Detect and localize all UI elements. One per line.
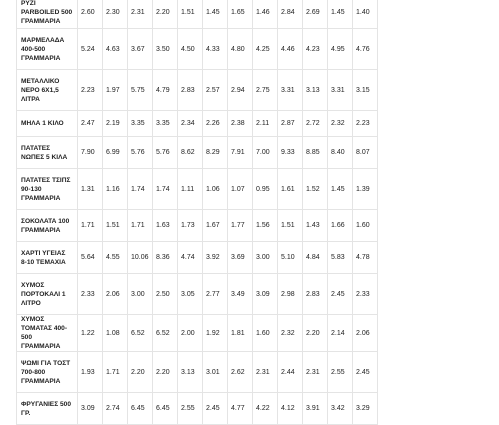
product-name-cell: ΜΑΡΜΕΛΑΔΑ 400-500 ΓΡΑΜΜΑΡΙΑ [17, 29, 78, 70]
price-cell: 1.56 [253, 210, 278, 242]
price-cell: 1.60 [353, 210, 378, 242]
price-cell: 2.77 [203, 274, 228, 315]
price-cell: 1.66 [328, 210, 353, 242]
price-cell: 3.35 [128, 111, 153, 137]
price-cell: 7.00 [253, 137, 278, 169]
table-row [17, 137, 378, 169]
price-cell: 2.14 [328, 315, 353, 352]
table-row [17, 29, 378, 70]
price-cell: 2.84 [278, 0, 303, 29]
price-cell: 3.13 [303, 70, 328, 111]
price-cell: 8.62 [178, 137, 203, 169]
price-cell: 6.52 [153, 315, 178, 352]
price-cell: 2.31 [253, 352, 278, 393]
price-cell: 2.55 [178, 393, 203, 425]
price-cell: 1.06 [203, 169, 228, 210]
price-cell: 1.71 [128, 210, 153, 242]
price-cell: 4.79 [153, 70, 178, 111]
price-cell: 1.61 [278, 169, 303, 210]
price-cell: 1.67 [203, 210, 228, 242]
price-cell: 5.10 [278, 242, 303, 274]
price-cell: 3.35 [153, 111, 178, 137]
price-cell: 3.69 [228, 242, 253, 274]
price-cell: 4.46 [278, 29, 303, 70]
price-cell: 3.15 [353, 70, 378, 111]
price-cell: 1.31 [78, 169, 103, 210]
price-cell: 4.25 [253, 29, 278, 70]
price-cell: 1.74 [128, 169, 153, 210]
price-cell: 2.45 [353, 352, 378, 393]
price-cell: 1.74 [153, 169, 178, 210]
price-cell: 3.91 [303, 393, 328, 425]
price-cell: 1.11 [178, 169, 203, 210]
price-cell: 1.16 [103, 169, 128, 210]
price-cell: 5.64 [78, 242, 103, 274]
table-row [17, 274, 378, 315]
price-cell: 1.60 [253, 315, 278, 352]
price-cell: 1.08 [103, 315, 128, 352]
price-cell: 2.69 [303, 0, 328, 29]
table-row [17, 111, 378, 137]
price-cell: 2.74 [103, 393, 128, 425]
table-row [17, 0, 378, 29]
price-cell: 3.09 [78, 393, 103, 425]
price-cell: 2.87 [278, 111, 303, 137]
price-cell: 5.76 [128, 137, 153, 169]
price-cell: 4.55 [103, 242, 128, 274]
price-cell: 1.92 [203, 315, 228, 352]
product-name-cell: ΧΥΜΟΣ ΠΟΡΤΟΚΑΛΙ 1 ΛΙΤΡΟ [17, 274, 78, 315]
price-cell: 3.31 [278, 70, 303, 111]
price-cell: 8.07 [353, 137, 378, 169]
price-cell: 2.23 [353, 111, 378, 137]
price-cell: 2.33 [78, 274, 103, 315]
price-cell: 2.23 [78, 70, 103, 111]
price-cell: 4.33 [203, 29, 228, 70]
price-cell: 2.83 [303, 274, 328, 315]
price-cell: 9.33 [278, 137, 303, 169]
price-cell: 3.13 [178, 352, 203, 393]
price-cell: 1.63 [153, 210, 178, 242]
price-cell: 1.73 [178, 210, 203, 242]
price-cell: 8.36 [153, 242, 178, 274]
price-cell: 1.07 [228, 169, 253, 210]
price-table-body [17, 0, 378, 425]
price-cell: 3.09 [253, 274, 278, 315]
price-cell: 1.97 [103, 70, 128, 111]
price-cell: 2.47 [78, 111, 103, 137]
price-cell: 4.22 [253, 393, 278, 425]
product-name-cell: ΜΗΛΑ 1 ΚΙΛΟ [17, 111, 78, 137]
price-cell: 4.95 [328, 29, 353, 70]
price-cell: 7.91 [228, 137, 253, 169]
price-cell: 3.01 [203, 352, 228, 393]
price-cell: 2.00 [178, 315, 203, 352]
price-cell: 0.95 [253, 169, 278, 210]
table-row [17, 242, 378, 274]
price-cell: 4.77 [228, 393, 253, 425]
price-cell: 1.45 [328, 169, 353, 210]
price-table [16, 0, 378, 425]
table-row [17, 70, 378, 111]
price-cell: 6.99 [103, 137, 128, 169]
price-cell: 2.94 [228, 70, 253, 111]
price-cell: 6.45 [153, 393, 178, 425]
price-cell: 2.06 [103, 274, 128, 315]
price-cell: 1.52 [303, 169, 328, 210]
price-cell: 2.20 [128, 352, 153, 393]
price-cell: 1.39 [353, 169, 378, 210]
price-cell: 2.31 [303, 352, 328, 393]
price-cell: 1.51 [178, 0, 203, 29]
price-cell: 2.62 [228, 352, 253, 393]
price-cell: 2.26 [203, 111, 228, 137]
price-cell: 4.84 [303, 242, 328, 274]
price-cell: 2.98 [278, 274, 303, 315]
price-cell: 3.00 [128, 274, 153, 315]
product-name-cell: ΧΑΡΤΙ ΥΓΕΙΑΣ 8-10 ΤΕΜΑΧΙΑ [17, 242, 78, 274]
price-cell: 1.51 [278, 210, 303, 242]
price-cell: 3.05 [178, 274, 203, 315]
price-cell: 2.32 [328, 111, 353, 137]
price-cell: 4.76 [353, 29, 378, 70]
product-name-cell: ΠΑΤΑΤΕΣ ΤΣΙΠΣ 90-130 ΓΡΑΜΜΑΡΙΑ [17, 169, 78, 210]
price-cell: 2.44 [278, 352, 303, 393]
price-cell: 6.45 [128, 393, 153, 425]
price-cell: 1.46 [253, 0, 278, 29]
table-row [17, 315, 378, 352]
price-cell: 2.45 [328, 274, 353, 315]
price-cell: 3.00 [253, 242, 278, 274]
price-cell: 5.76 [153, 137, 178, 169]
product-name-cell: ΧΥΜΟΣ ΤΟΜΑΤΑΣ 400-500 ΓΡΑΜΜΑΡΙΑ [17, 315, 78, 352]
price-cell: 2.75 [253, 70, 278, 111]
price-cell: 2.60 [78, 0, 103, 29]
table-row [17, 393, 378, 425]
price-cell: 3.29 [353, 393, 378, 425]
product-name-cell: ΠΑΤΑΤΕΣ ΝΩΠΕΣ 5 ΚΙΛΑ [17, 137, 78, 169]
product-name-cell: ΦΡΥΓΑΝΙΕΣ 500 ΓΡ. [17, 393, 78, 425]
price-cell: 4.12 [278, 393, 303, 425]
price-cell: 3.49 [228, 274, 253, 315]
price-cell: 5.24 [78, 29, 103, 70]
price-cell: 2.57 [203, 70, 228, 111]
price-cell: 2.45 [203, 393, 228, 425]
price-cell: 4.74 [178, 242, 203, 274]
price-cell: 3.31 [328, 70, 353, 111]
table-row [17, 169, 378, 210]
price-cell: 7.90 [78, 137, 103, 169]
price-cell: 2.06 [353, 315, 378, 352]
price-cell: 2.34 [178, 111, 203, 137]
price-cell: 1.43 [303, 210, 328, 242]
price-cell: 2.19 [103, 111, 128, 137]
price-cell: 2.20 [303, 315, 328, 352]
price-cell: 2.72 [303, 111, 328, 137]
price-cell: 2.55 [328, 352, 353, 393]
price-cell: 2.30 [103, 0, 128, 29]
price-cell: 1.93 [78, 352, 103, 393]
product-name-cell: ΡΥΖΙ PARBOILED 500 ΓΡΑΜΜΑΡΙΑ [17, 0, 78, 29]
price-cell: 1.51 [103, 210, 128, 242]
product-name-cell: ΜΕΤΑΛΛΙΚΟ ΝΕΡΟ 6Χ1,5 ΛΙΤΡΑ [17, 70, 78, 111]
price-cell: 10.06 [128, 242, 153, 274]
price-cell: 1.81 [228, 315, 253, 352]
price-cell: 2.32 [278, 315, 303, 352]
price-cell: 4.50 [178, 29, 203, 70]
product-name-cell: ΣΟΚΟΛΑΤΑ 100 ΓΡΑΜΜΑΡΙΑ [17, 210, 78, 242]
table-row [17, 210, 378, 242]
price-cell: 2.20 [153, 0, 178, 29]
price-cell: 5.75 [128, 70, 153, 111]
price-cell: 5.83 [328, 242, 353, 274]
table-row [17, 352, 378, 393]
price-cell: 2.50 [153, 274, 178, 315]
price-cell: 2.38 [228, 111, 253, 137]
price-cell: 2.11 [253, 111, 278, 137]
price-cell: 4.80 [228, 29, 253, 70]
price-cell: 1.71 [78, 210, 103, 242]
price-cell: 3.67 [128, 29, 153, 70]
price-cell: 1.77 [228, 210, 253, 242]
price-cell: 2.33 [353, 274, 378, 315]
price-cell: 1.45 [328, 0, 353, 29]
price-cell: 3.42 [328, 393, 353, 425]
price-cell: 2.31 [128, 0, 153, 29]
price-cell: 1.22 [78, 315, 103, 352]
price-cell: 8.40 [328, 137, 353, 169]
price-cell: 8.85 [303, 137, 328, 169]
price-cell: 4.23 [303, 29, 328, 70]
price-cell: 4.63 [103, 29, 128, 70]
price-cell: 3.92 [203, 242, 228, 274]
price-cell: 6.52 [128, 315, 153, 352]
price-cell: 1.40 [353, 0, 378, 29]
price-cell: 2.20 [153, 352, 178, 393]
price-cell: 2.83 [178, 70, 203, 111]
price-cell: 4.78 [353, 242, 378, 274]
price-cell: 3.50 [153, 29, 178, 70]
price-cell: 8.29 [203, 137, 228, 169]
price-cell: 1.45 [203, 0, 228, 29]
price-cell: 1.65 [228, 0, 253, 29]
price-cell: 1.71 [103, 352, 128, 393]
product-name-cell: ΨΩΜΙ ΓΙΑ ΤΟΣΤ 700-800 ΓΡΑΜΜΑΡΙΑ [17, 352, 78, 393]
